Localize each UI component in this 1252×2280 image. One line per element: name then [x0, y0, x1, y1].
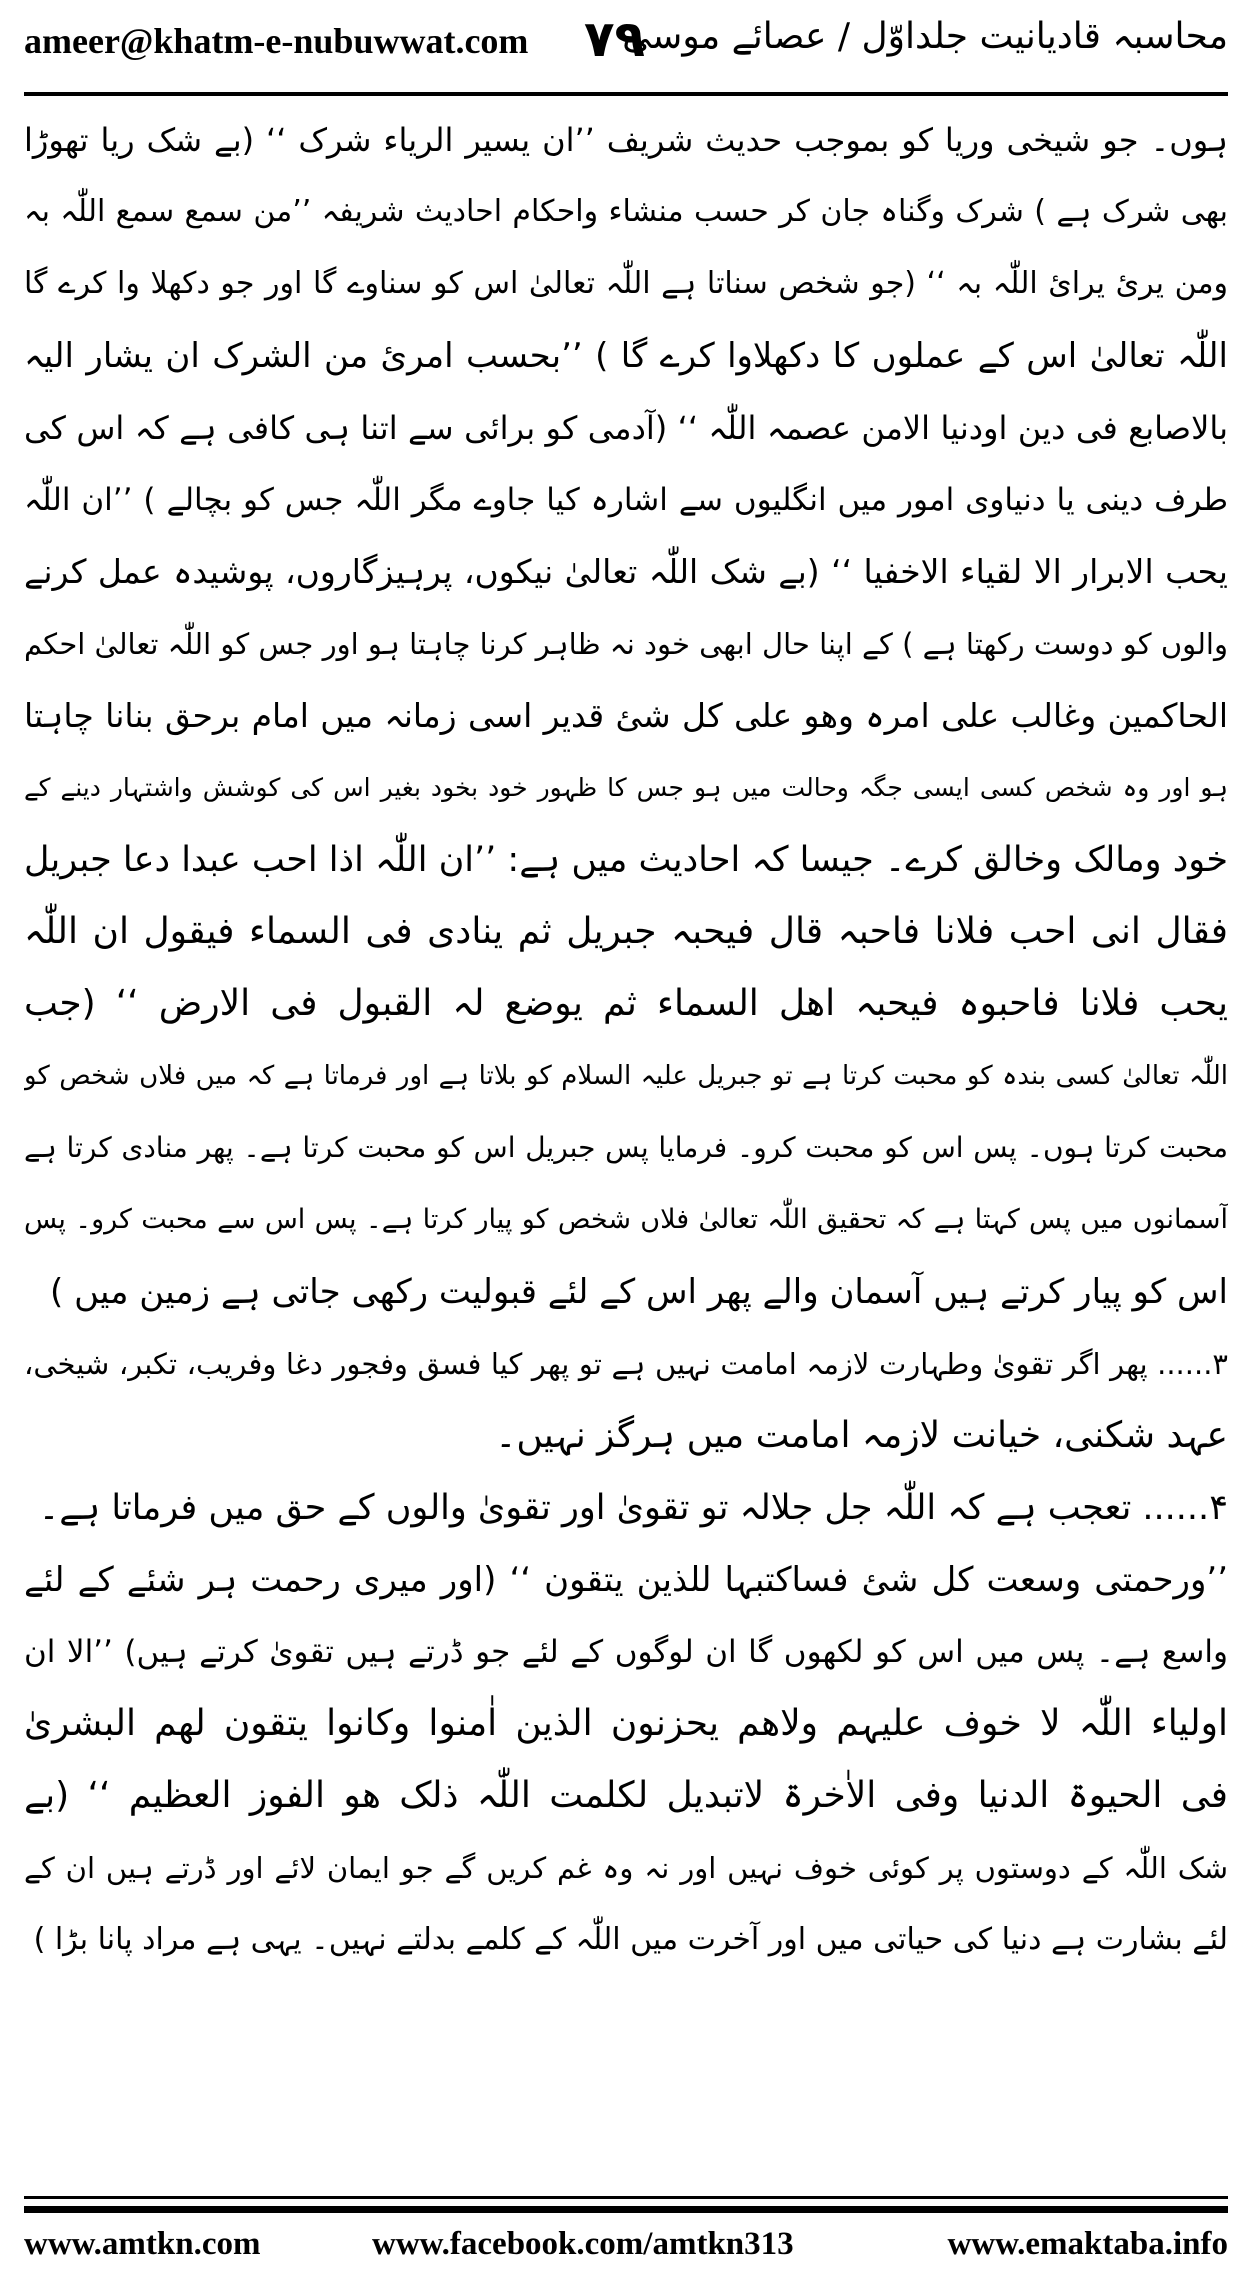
text-line: اولیاء اللّٰہ لا خوف علیہم ولاھم یحزنون الذین اٰمنوا وکانوا یتقون لھم البشریٰ — [24, 1703, 1228, 1744]
text-line: ہوں۔ جو شیخی وریا کو بموجب حدیث شریف ’’ان یسیر الریاء شرک ‘‘ (بے شک ریا تھوڑا — [24, 121, 1228, 159]
text-line: ومن یرئ یرائ اللّٰہ بہ ‘‘ (جو شخص سناتا ہے اللّٰہ تعالیٰ اس کو سناوے گا اور جو دکھلا وا کرے گا — [24, 266, 1228, 301]
page-header — [24, 12, 1228, 92]
text-line: عہد شکنی، خیانت لازمہ امامت میں ہرگز نہیں۔ — [495, 1415, 1228, 1456]
text-line: لئے بشارت ہے دنیا کی حیاتی میں اور آخرت میں اللّٰہ کے کلمے بدلتے نہیں۔ یہی ہے مراد پانا بڑا ) — [33, 1922, 1228, 1957]
text-line: خود ومالک وخالق کرے۔ جیسا کہ احادیث میں ہے: ’’ان اللّٰہ اذا احب عبدا دعا جبریل — [24, 840, 1228, 880]
page-footer — [24, 2222, 1228, 2272]
text-line: بھی شرک ہے ) شرک وگناہ جان کر حسب منشاء واحکام احادیث شریفہ ’’من سمع سمع اللّٰہ بہ — [24, 194, 1228, 229]
footer-link-facebook[interactable]: www.facebook.com/amtkn313 — [372, 2226, 794, 2262]
header-rule — [24, 92, 1228, 96]
header-email[interactable]: ameer@khatm-e-nubuwwat.com — [24, 21, 529, 61]
numbered-point-3: ۳...... پھر اگر تقویٰ وطہارت لازمہ امامت نہیں ہے تو پھر کیا فسق وفجور دغا وفریب، تکبر، شیخی، — [24, 1347, 1228, 1381]
book-title: محاسبہ قادیانیت جلداوّل / عصائے موسیٰ — [622, 16, 1228, 57]
footer-rule-top — [24, 2196, 1228, 2199]
text-line: اللّٰہ تعالیٰ کسی بندہ کو محبت کرتا ہے تو جبریل علیہ السلام کو بلاتا ہے اور فرماتا ہے کہ میں فلاں شخص کو — [24, 1061, 1228, 1091]
text-line: والوں کو دوست رکھتا ہے ) کے اپنا حال ابھی خود نہ ظاہر کرنا چاہتا ہو اور جس کو اللّٰہ تعالیٰ احکم — [24, 627, 1228, 661]
text-line: ہو اور وہ شخص کسی ایسی جگہ وحالت میں ہو جس کا ظہور خود بخود بغیر اس کی کوشش واشتہار دینے کے — [24, 773, 1228, 802]
text-line: ’’ورحمتی وسعت کل شئ فساکتبہا للذین یتقون ‘‘ (اور میری رحمت ہر شئے کے لئے — [24, 1560, 1228, 1600]
text-line: یحب فلانا فاحبوہ فیحبہ اھل السماء ثم یوضع لہ القبول فی الارض ‘‘ (جب — [24, 983, 1228, 1024]
text-line: فی الحیوۃ الدنیا وفی الاٰخرۃ لاتبدیل لکلمت اللّٰہ ذلک ھو الفوز العظیم ‘‘ (بے — [24, 1775, 1228, 1816]
text-line: اس کو پیار کرتے ہیں آسمان والے پھر اس کے لئے قبولیت رکھی جاتی ہے زمین میں ) — [50, 1272, 1228, 1312]
page-number: ۷۹ — [584, 10, 646, 68]
text-line: فقال انی احب فلانا فاحبہ قال فیحبہ جبریل ثم ینادی فی السماء فیقول ان اللّٰہ — [24, 911, 1228, 952]
text-line: طرف دینی یا دنیاوی امور میں انگلیوں سے اشارہ کیا جاوے مگر اللّٰہ جس کو بچالے ) ’’ان اللّٰہ — [24, 482, 1228, 518]
text-line: آسمانوں میں پس کہتا ہے کہ تحقیق اللّٰہ تعالیٰ فلاں شخص کو پیار کرتا ہے۔ پس اس سے محبت کرو۔ پس — [24, 1204, 1228, 1235]
text-line: اللّٰہ تعالیٰ اس کے عملوں کا دکھلاوا کرے گا ) ’’بحسب امرئ من الشرک ان یشار الیہ — [24, 336, 1228, 376]
page-body — [24, 104, 1228, 1976]
footer-link-emaktaba[interactable]: www.emaktaba.info — [947, 2226, 1228, 2262]
text-line: بالاصابع فی دین اودنیا الامن عصمہ اللّٰہ ‘‘ (آدمی کو برائی سے اتنا ہی کافی ہے کہ اس کی — [24, 409, 1228, 447]
text-line: شک اللّٰہ کے دوستوں پر کوئی خوف نہیں اور نہ وہ غم کریں گے جو ایمان لائے اور ڈرتے ہیں ان کے — [24, 1851, 1228, 1885]
footer-link-amtkn[interactable]: www.amtkn.com — [24, 2226, 261, 2262]
text-line: واسع ہے۔ پس میں اس کو لکھوں گا ان لوگوں کے لئے جو ڈرتے ہیں تقویٰ کرتے ہیں) ’’الا ان — [24, 1634, 1228, 1670]
text-line: محبت کرتا ہوں۔ پس اس کو محبت کرو۔ فرمایا پس جبریل اس کو محبت کرتا ہے۔ پھر منادی کرتا ہے — [24, 1131, 1228, 1164]
text-line: الحاکمین وغالب علی امرہ وھو علی کل شئ قدیر اسی زمانہ میں امام برحق بنانا چاہتا — [24, 696, 1228, 735]
footer-rule-bottom — [24, 2206, 1228, 2213]
numbered-point-4: ۴...... تعجب ہے کہ اللّٰہ جل جلالہ تو تقویٰ اور تقویٰ والوں کے حق میں فرماتا ہے۔ — [38, 1488, 1228, 1528]
text-line: یحب الابرار الا لقیاء الاخفیا ‘‘ (بے شک اللّٰہ تعالیٰ نیکوں، پرہیزگاروں، پوشیدہ عمل کرنے — [24, 552, 1228, 591]
